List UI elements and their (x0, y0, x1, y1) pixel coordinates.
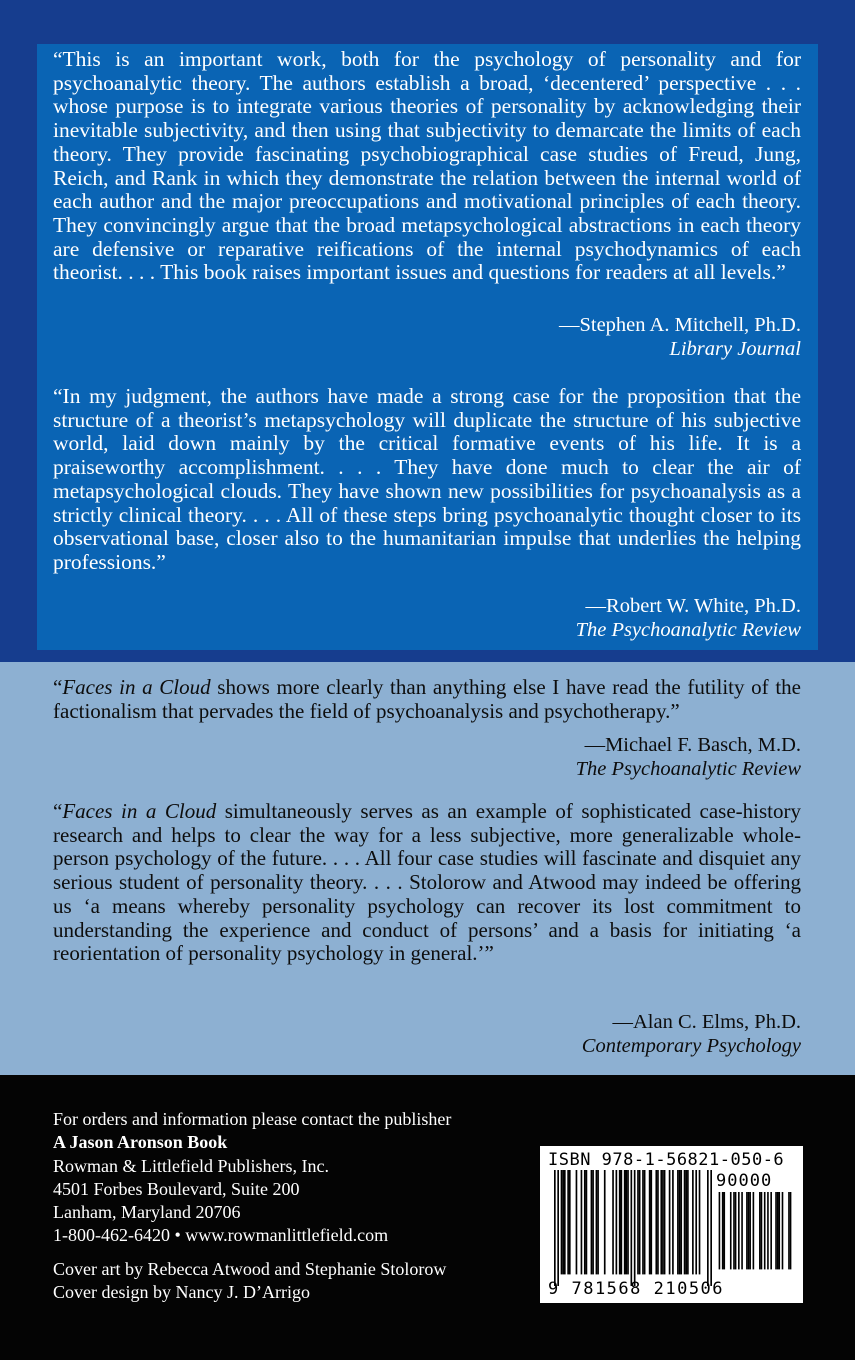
barcode-bar (730, 1192, 732, 1269)
barcode-bar (596, 1170, 598, 1274)
barcode-bar (619, 1170, 621, 1274)
ean-bars-graphic (554, 1170, 712, 1286)
barcode-bar (759, 1192, 761, 1269)
barcode-bar (680, 1170, 682, 1274)
barcode-bar (788, 1192, 790, 1269)
cover-credits (53, 1258, 533, 1303)
barcode-bar (604, 1170, 606, 1274)
publisher-imprint: A Jason Aronson Book (53, 1132, 228, 1153)
review-quote-4: “Faces in a Cloud simultaneously serves as an example of sophisticated case-history research and helps to clear the way for a less subjective, more generalizable whole-person psychology of the future. . . . All four case studies will fascinate and disquiet any serious student of personality theory. . . . Stolorow and Atwood may indeed be offering us ‘a means whereby personality psychology can recover its lost commitment to understanding the experience and conduct of persons’ and a basis for initiating ‘a reorientation of personality psychology in general.’” (53, 799, 802, 966)
barcode-bar (591, 1170, 593, 1274)
review-attribution-2 (576, 594, 801, 642)
barcode-bar (639, 1170, 641, 1274)
barcode-bar (644, 1170, 646, 1274)
review-quote-3: “Faces in a Cloud shows more clearly than anything else I have read the futility of the factionalism that pervades the field of psychoanalysis and psychotherapy.” (53, 675, 801, 723)
barcode-bar (627, 1170, 629, 1274)
review-author-3: —Michael F. Basch, M.D. (584, 734, 801, 756)
barcode-bar (707, 1170, 709, 1286)
addon-bars-graphic (717, 1192, 793, 1278)
contact-intro: For orders and information please contact the publisher (53, 1109, 452, 1129)
barcode-bar (733, 1192, 735, 1269)
review-quote-1: “This is an important work, both for the psychology of personality and for psychoanalytic theory. The authors establish a broad, ‘decentered’ perspective . . . whose purpose is to integrate various theories of personality by acknowledging their inevitable subjectivity, and then using that subjectivity to demarcate the limits of each theory. They provide fascinating psychobiographical case studies of Freud, Jung, Reich, and Rank in which they demonstrate the relation between the internal world of each author and the major preoccupations and motivational principles of each theory. They convincingly argue that the broad metapsychological abstractions in each theory are defensive or reparative reifications of the internal psychodynamics of each theorist. . . . This book raises important issues and questions for readers at all levels.” (53, 47, 801, 285)
ean-number: 9 781568 210506 (548, 1279, 725, 1299)
barcode-bar (679, 1170, 681, 1274)
barcode-bar (650, 1170, 652, 1274)
barcode-bar (692, 1170, 694, 1274)
addon-bars (717, 1192, 793, 1278)
barcode-bar (616, 1170, 618, 1274)
barcode-bar (699, 1170, 701, 1274)
ean-bars (554, 1170, 712, 1286)
barcode-bar (684, 1170, 686, 1274)
barcode-bar (764, 1192, 766, 1269)
cover-design-credit: Cover design by Nancy J. D’Arrigo (53, 1281, 310, 1302)
barcode-bar (723, 1192, 725, 1269)
barcode-bar (710, 1170, 712, 1286)
review-author-4: —Alan C. Elms, Ph.D. (612, 1011, 801, 1033)
review-source-2: The Psychoanalytic Review (575, 619, 801, 641)
barcode-bar (642, 1170, 644, 1274)
barcode-bar (748, 1192, 750, 1269)
barcode-bar (569, 1170, 571, 1274)
barcode-bar (775, 1192, 777, 1269)
barcode-bar (677, 1170, 679, 1274)
barcode-bar (586, 1170, 588, 1274)
barcode-bar (584, 1170, 586, 1274)
barcode-bar (722, 1192, 724, 1269)
barcode-bar (741, 1192, 743, 1269)
barcode-bar (657, 1170, 659, 1274)
isbn-number: ISBN 978-1-56821-050-6 (548, 1150, 785, 1170)
barcode-bar (581, 1170, 583, 1274)
barcode-bar (735, 1192, 737, 1269)
barcode-bar (567, 1170, 569, 1274)
barcode-bar (746, 1192, 748, 1269)
barcode-bar (649, 1170, 651, 1274)
cover-art-credit: Cover art by Rebecca Atwood and Stephanie Stolorow (53, 1259, 447, 1279)
price-code: 90000 (716, 1171, 773, 1191)
barcode-bar (770, 1192, 772, 1269)
barcode-bar (655, 1170, 657, 1274)
barcode-bar (612, 1170, 614, 1274)
barcode-bar (695, 1170, 697, 1274)
barcode-bar (597, 1170, 599, 1274)
barcode-bar (554, 1170, 556, 1286)
barcode-bar (631, 1170, 633, 1286)
barcode-bar (621, 1170, 623, 1274)
review-author-1: —Stephen A. Mitchell, Ph.D. (558, 314, 801, 336)
barcode-bar (634, 1170, 636, 1286)
barcode-bar (660, 1170, 662, 1274)
publisher-address-line-2: Lanham, Maryland 20706 (53, 1202, 241, 1223)
isbn-barcode (540, 1146, 803, 1303)
barcode-bar (637, 1170, 639, 1274)
review-attribution-1 (559, 313, 801, 361)
barcode-bar (738, 1192, 740, 1269)
barcode-bar (669, 1170, 671, 1274)
barcode-bar (777, 1192, 779, 1269)
review-quote-2: “In my judgment, the authors have made a strong case for the proposition that the structure of a theorist’s metapsychology will duplicate the structure of his subjective world, laid down mainly by the critical formative events of his life. It is a praiseworthy accomplishment. . . . They have done much to clear the air of metapsychological clouds. They have shown new possibilities for psychoanalysis as a strictly clinical theory. . . . All of these steps bring psychoanalytic thought closer to its observational base, closer also to the humanitarian impulse that underlies the helping professions.” (53, 384, 801, 574)
barcode-bar (753, 1192, 755, 1269)
publisher-contact (53, 1108, 533, 1248)
publisher-name: Rowman & Littlefield Publishers, Inc. (53, 1155, 329, 1176)
barcode-bar (664, 1170, 666, 1274)
barcode-bar (719, 1192, 721, 1269)
review-author-2: —Robert W. White, Ph.D. (585, 595, 801, 617)
barcode-bar (562, 1170, 564, 1274)
barcode-bar (564, 1170, 566, 1274)
barcode-bar (782, 1192, 784, 1269)
barcode-bar (624, 1170, 626, 1274)
barcode-bar (778, 1192, 780, 1269)
publisher-phone-web: 1-800-462-6420 • www.rowmanlittlefield.com (53, 1225, 389, 1246)
review-source-1: Library Journal (669, 338, 801, 360)
review-attribution-4 (582, 1010, 801, 1058)
barcode-bar (687, 1170, 689, 1274)
barcode-bar (592, 1170, 594, 1274)
review-attribution-3 (576, 733, 801, 781)
barcode-bar (761, 1192, 763, 1269)
barcode-bar (626, 1170, 628, 1274)
review-source-4: Contemporary Psychology (581, 1035, 801, 1057)
barcode-bar (749, 1192, 751, 1269)
barcode-bar (790, 1192, 792, 1269)
publisher-address-line-1: 4501 Forbes Boulevard, Suite 200 (53, 1178, 300, 1199)
barcode-bar (672, 1170, 674, 1274)
barcode-bar (557, 1170, 559, 1286)
barcode-bar (662, 1170, 664, 1274)
barcode-bar (685, 1170, 687, 1274)
barcode-bar (576, 1170, 578, 1274)
barcode-bar (561, 1170, 563, 1274)
barcode-bar (767, 1192, 769, 1269)
review-source-3: The Psychoanalytic Review (575, 758, 801, 780)
